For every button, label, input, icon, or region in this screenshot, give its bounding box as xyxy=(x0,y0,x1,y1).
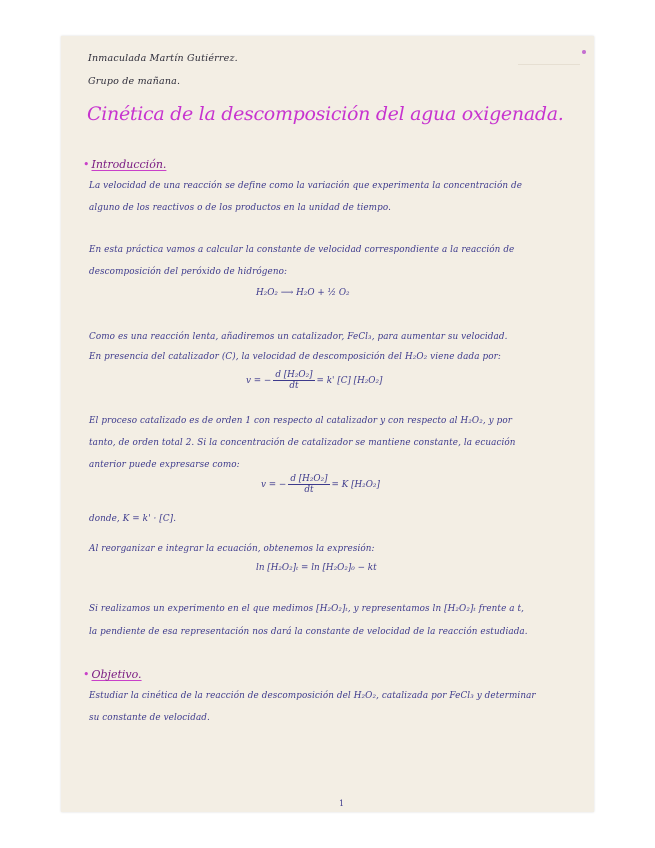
author-name: Inmaculada Martín Gutiérrez. xyxy=(88,53,238,64)
page-title: Cinética de la descomposición del agua oxigenada. xyxy=(87,103,564,125)
intro-p4-line-1: El proceso catalizado es de orden 1 con respecto al catalizador y con respecto al H₂O₂, y por xyxy=(89,416,513,426)
bullet-icon: • xyxy=(83,158,90,171)
rate-equation-2: v = − $\frac{\text{d [H₂O₂]}}{dt}$ = K [H₂O₂] xyxy=(261,474,380,495)
intro-p7-line-2: la pendiente de esa representación nos dará la constante de velocidad de la reacción estudiada. xyxy=(89,627,528,637)
intro-heading: • Introducción. xyxy=(83,158,167,171)
objective-heading: • Objetivo. xyxy=(83,668,142,681)
bleed-through-dot xyxy=(582,50,586,54)
objective-line-1: Estudiar la cinética de la reacción de descomposición del H₂O₂, catalizada por FeCl₃ y determinar xyxy=(89,691,536,701)
intro-p3-line-1: Como es una reacción lenta, añadiremos un catalizador, FeCl₃, para aumentar su velocidad. xyxy=(89,332,508,342)
group-label: Grupo de mañana. xyxy=(88,76,181,87)
intro-p6: Al reorganizar e integrar la ecuación, obtenemos la expresión: xyxy=(89,544,375,554)
intro-p2-line-1: En esta práctica vamos a calcular la constante de velocidad correspondiente a la reacción de xyxy=(89,245,515,255)
reaction-equation: H₂O₂ ⟶ H₂O + ½ O₂ xyxy=(256,288,350,298)
rate-equation-1: v = − $\frac{\text{d [H₂O₂]}}{dt}$ = k' [C] [H₂O₂] xyxy=(246,370,383,391)
page-number: 1 xyxy=(339,799,345,808)
intro-p4-line-2: tanto, de orden total 2. Si la concentración de catalizador se mantiene constante, la ecuación xyxy=(89,438,516,448)
intro-p1-line-2: alguno de los reactivos o de los productos en la unidad de tiempo. xyxy=(89,203,391,213)
intro-p4-line-3: anterior puede expresarse como: xyxy=(89,460,240,470)
integrated-equation: ln [H₂O₂]ₜ = ln [H₂O₂]₀ − kt xyxy=(256,563,377,573)
intro-p7-line-1: Si realizamos un experimento en el que medimos [H₂O₂]ₜ, y representamos ln [H₂O₂]ₜ frente a t, xyxy=(89,604,525,614)
notebook-page xyxy=(61,36,594,812)
bullet-icon: • xyxy=(83,668,90,681)
bleed-through-line xyxy=(518,64,580,65)
intro-p2-line-2: descomposición del peróxido de hidrógeno: xyxy=(89,267,288,277)
intro-p1-line-1: La velocidad de una reacción se define como la variación que experimenta la concentración de xyxy=(89,181,523,191)
objective-line-2: su constante de velocidad. xyxy=(89,713,210,723)
intro-p5: donde, K = k' · [C]. xyxy=(89,514,177,524)
intro-p3-line-2: En presencia del catalizador (C), la velocidad de descomposición del H₂O₂ viene dada por: xyxy=(89,352,501,362)
